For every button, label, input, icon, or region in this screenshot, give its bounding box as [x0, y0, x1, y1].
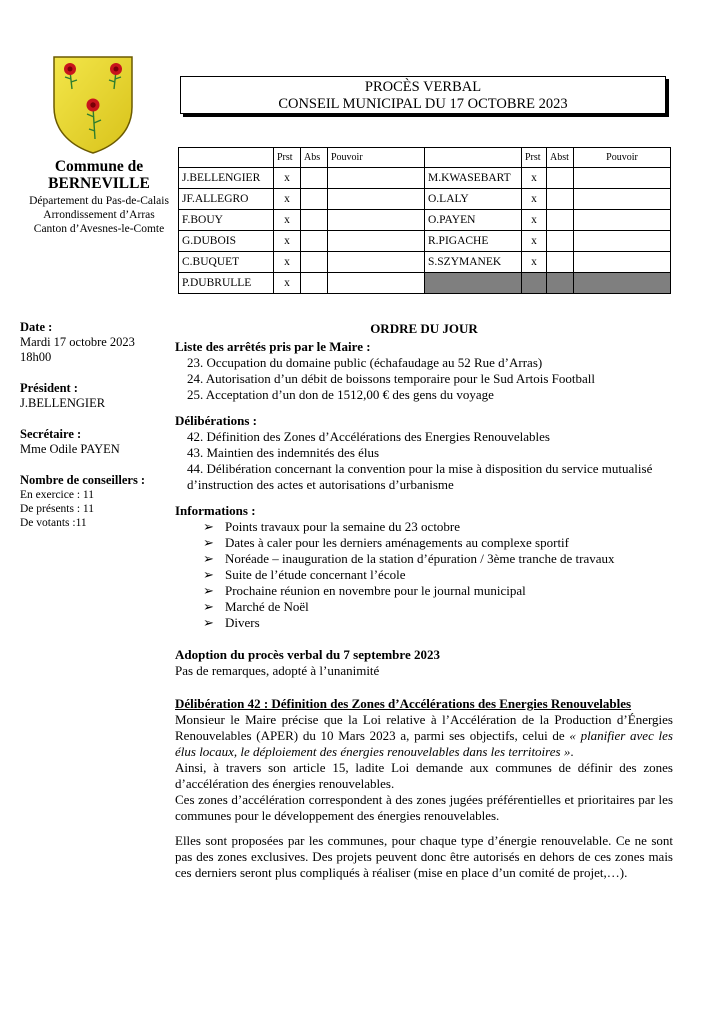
date-value: Mardi 17 octobre 2023 [20, 335, 135, 349]
attendance-header-cell: Abs [301, 148, 328, 168]
table-cell [425, 273, 522, 294]
table-cell: G.DUBOIS [179, 231, 274, 252]
attendance-header-cell: Pouvoir [574, 148, 671, 168]
list-item: ➢ Marché de Noël [203, 599, 309, 614]
date-label: Date : [20, 320, 53, 334]
table-cell [328, 210, 425, 231]
coat-of-arms [52, 55, 134, 155]
document-subtitle: CONSEIL MUNICIPAL DU 17 OCTOBRE 2023 [278, 96, 568, 112]
president-value: J.BELLENGIER [20, 396, 106, 410]
table-cell: x [522, 231, 547, 252]
arretes-list [175, 355, 673, 403]
attendance-header-row [179, 148, 671, 168]
deliberations-title: Délibérations : [175, 413, 257, 428]
table-cell [574, 210, 671, 231]
table-row [179, 189, 671, 210]
list-item: ➢ Noréade – inauguration de la station d’épuration / 3ème tranche de travaux [203, 551, 615, 566]
arrow-bullet-icon: ➢ [203, 615, 214, 630]
table-cell: O.LALY [425, 189, 522, 210]
ordre-du-jour [175, 321, 673, 881]
table-cell: x [274, 252, 301, 273]
list-item: ➢ Points travaux pour la semaine du 23 octobre [203, 519, 461, 534]
informations-title: Informations : [175, 503, 256, 518]
table-row [179, 252, 671, 273]
arrow-bullet-icon: ➢ [203, 599, 214, 614]
table-cell: M.KWASEBART [425, 168, 522, 189]
deliberation-42-quote: « planifier avec les élus locaux, le déploiement des énergies renouvelables dans les territoires » [175, 728, 673, 759]
ordre-du-jour-title: ORDRE DU JOUR [370, 321, 478, 336]
table-cell: x [274, 168, 301, 189]
table-cell: x [274, 189, 301, 210]
secretaire-label: Secrétaire : [20, 427, 82, 441]
table-cell [574, 273, 671, 294]
table-cell [328, 231, 425, 252]
attendance-header-cell: Abst [547, 148, 574, 168]
attendance-header-cell [179, 148, 274, 168]
deliberations-list [175, 429, 673, 493]
table-cell: O.PAYEN [425, 210, 522, 231]
arrow-bullet-icon: ➢ [203, 583, 214, 598]
table-cell [301, 273, 328, 294]
title-box [180, 76, 666, 114]
deliberation-42-p1: Monsieur le Maire précise que la Loi relative à l’Accélération de la Production d’Énergies Renouvelables (APER) du 10 Mars 2023 a, parmi ses objectifs, celui de « planifier avec les élus locaux, le déploiement des énergies renouvelables dans les territoires ». [175, 712, 673, 759]
table-cell [328, 189, 425, 210]
table-cell: x [274, 210, 301, 231]
table-cell [574, 231, 671, 252]
deliberation-42-p2: Ainsi, à travers son article 15, ladite Loi demande aux communes de définir des zones d’accélération des énergies renouvelables. [175, 760, 673, 791]
table-cell [301, 189, 328, 210]
table-cell [547, 273, 574, 294]
attendance-header-cell: Prst [522, 148, 547, 168]
table-cell [301, 168, 328, 189]
votants: De votants :11 [20, 517, 87, 529]
commune-name-line2: BERNEVILLE [48, 175, 150, 192]
commune-name-line1: Commune de [54, 158, 144, 175]
secretaire-value: Mme Odile PAYEN [20, 442, 120, 456]
conseillers-label: Nombre de conseillers : [20, 473, 146, 487]
table-cell: P.DUBRULLE [179, 273, 274, 294]
list-item: 44. Délibération concernant la convention pour la mise à disposition du service mutualisé d’instruction des actes et autorisations d’urbanisme [187, 461, 653, 492]
table-cell [574, 189, 671, 210]
table-cell [574, 168, 671, 189]
table-cell [574, 252, 671, 273]
deliberation-42-p3: Ces zones d’accélération correspondent à des zones jugées préférentielles et prioritaires par les communes pour le développement des énergies renouvelables. [175, 792, 673, 823]
table-cell [301, 252, 328, 273]
list-item: ➢ Prochaine réunion en novembre pour le journal municipal [203, 583, 526, 598]
president-label: Président : [20, 381, 78, 395]
table-cell [547, 210, 574, 231]
arrow-bullet-icon: ➢ [203, 519, 214, 534]
arrow-bullet-icon: ➢ [203, 551, 214, 566]
meeting-info [20, 320, 170, 530]
table-cell: C.BUQUET [179, 252, 274, 273]
table-cell [522, 273, 547, 294]
commune-name [14, 158, 184, 192]
adoption-title: Adoption du procès verbal du 7 septembre 2023 [175, 647, 440, 662]
table-row [179, 210, 671, 231]
list-item: ➢ Divers [203, 615, 260, 630]
table-cell: x [274, 273, 301, 294]
commune-departement: Département du Pas-de-Calais [29, 195, 169, 207]
list-item: ➢ Dates à caler pour les derniers aménagements au complexe sportif [203, 535, 569, 550]
list-item: 42. Définition des Zones d’Accélérations des Energies Renouvelables [187, 429, 550, 444]
attendance-header-cell: Pouvoir [328, 148, 425, 168]
deliberation-42-title: Délibération 42 : Définition des Zones d’Accélérations des Energies Renouvelables [175, 696, 632, 711]
commune-canton: Canton d’Avesnes-le-Comte [33, 223, 165, 235]
arrow-bullet-icon: ➢ [203, 535, 214, 550]
table-cell: JF.ALLEGRO [179, 189, 274, 210]
table-row [179, 168, 671, 189]
deliberation-42-p4: Elles sont proposées par les communes, pour chaque type d’énergie renouvelable. Ce ne sont pas des zones exclusives. Des projets peuvent donc être autorisés en dehors de ces zones mais ces derniers seront plus compliqués à réaliser (mise en place d’un comité de projet,…). [175, 833, 673, 880]
table-cell: S.SZYMANEK [425, 252, 522, 273]
attendance-table [178, 147, 671, 294]
table-cell: x [522, 168, 547, 189]
adoption-text: Pas de remarques, adopté à l’unanimité [175, 663, 380, 678]
table-cell [301, 231, 328, 252]
table-row [179, 231, 671, 252]
table-cell: x [522, 252, 547, 273]
attendance-header-cell: Prst [274, 148, 301, 168]
document-title: PROCÈS VERBAL [364, 79, 482, 95]
table-cell [547, 252, 574, 273]
table-cell: R.PIGACHE [425, 231, 522, 252]
list-item: 43. Maintien des indemnités des élus [187, 445, 380, 460]
informations-list [175, 519, 673, 631]
table-cell: J.BELLENGIER [179, 168, 274, 189]
list-item: 23. Occupation du domaine public (échafaudage au 52 Rue d’Arras) [187, 355, 543, 370]
list-item: 25. Acceptation d’un don de 1512,00 € des gens du voyage [187, 387, 494, 402]
table-cell [547, 189, 574, 210]
commune-subtitle [14, 194, 184, 236]
presents: De présents : 11 [20, 503, 94, 515]
time-value: 18h00 [20, 350, 52, 364]
commune-arrondissement: Arrondissement d’Arras [43, 209, 155, 221]
list-item: ➢ Suite de l’étude concernant l’école [203, 567, 406, 582]
attendance-header-cell [425, 148, 522, 168]
table-row [179, 273, 671, 294]
list-item: 24. Autorisation d’un débit de boissons temporaire pour le Sud Artois Football [187, 371, 596, 386]
en-exercice: En exercice : 11 [20, 489, 94, 501]
arretes-title: Liste des arrêtés pris par le Maire : [175, 339, 371, 354]
table-cell: x [522, 210, 547, 231]
table-cell [547, 231, 574, 252]
table-cell: F.BOUY [179, 210, 274, 231]
arrow-bullet-icon: ➢ [203, 567, 214, 582]
table-cell: x [274, 231, 301, 252]
table-cell [547, 168, 574, 189]
table-cell [328, 273, 425, 294]
table-cell [301, 210, 328, 231]
table-cell [328, 168, 425, 189]
table-cell [328, 252, 425, 273]
table-cell: x [522, 189, 547, 210]
